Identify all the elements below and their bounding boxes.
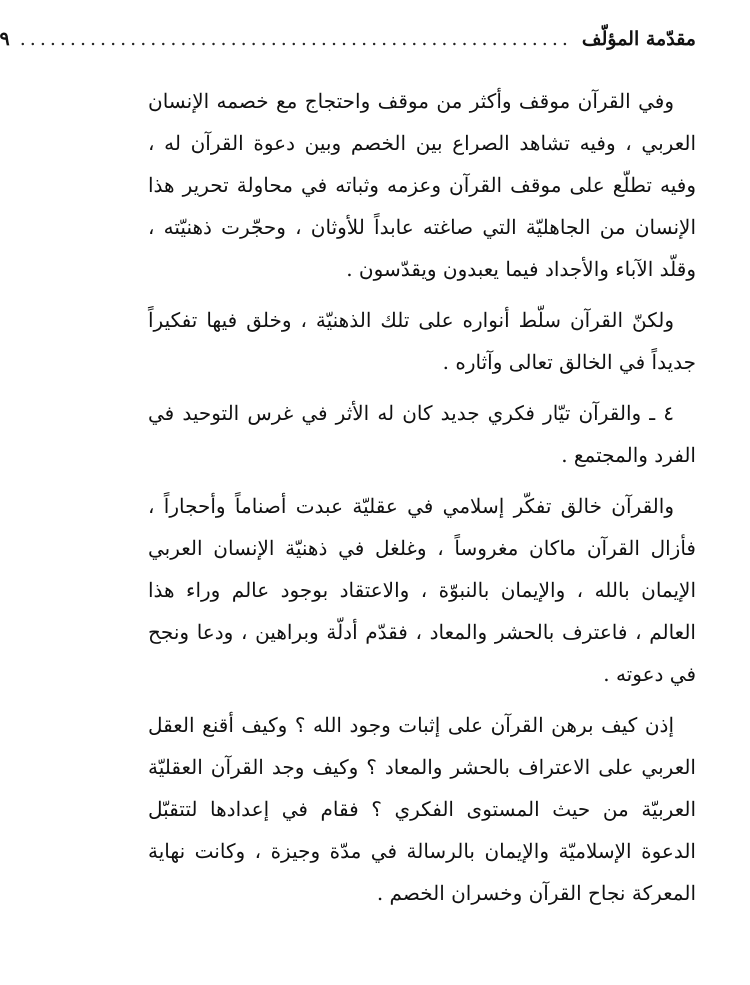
paragraph-2: ولكنّ القرآن سلّط أنواره على تلك الذهنيّة ، وخلق فيها تفكيراً جديداً في الخالق تعالى وآثاره .	[148, 308, 696, 374]
running-header	[0, 28, 696, 70]
header-leader-dots: .......................................................	[19, 28, 572, 50]
paragraph-4: والقرآن خالق تفكّر إسلامي في عقليّة عبدت أصناماً وأحجاراً ، فأزال القرآن ماكان مغروساً ، وغلغل في ذهنيّة الإنسان العربي الإيمان بالله ، والإيمان بالنبوّة ، والاعتقاد بوجود عالم وراء هذا العالم ، فاعترف بالحشر والمعاد ، فقدّم أدلّة وبراهين ، ودعا ونجح في دعوته .	[148, 494, 696, 686]
paragraph-3: ٤ ـ والقرآن تيّار فكري جديد كان له الأثر في غرس التوحيد في الفرد والمجتمع .	[148, 401, 696, 467]
paragraph-5: إذن كيف برهن القرآن على إثبات وجود الله ؟ وكيف أقنع العقل العربي على الاعتراف بالحشر والمعاد ؟ وكيف وجد القرآن العقليّة العربيّة من حيث المستوى الفكري ؟ فقام في إعدادها لتتقبّل الدعوة الإسلاميّة والإيمان بالرسالة في مدّة وجيزة ، وكانت نهاية المعركة نجاح القرآن وخسران الخصم .	[148, 713, 696, 905]
header-title: مقدّمة المؤلّف	[581, 28, 696, 50]
page-number: ٩	[0, 28, 10, 50]
body-text	[148, 80, 696, 914]
paragraph-1: وفي القرآن موقف وأكثر من موقف واحتجاج مع خصمه الإنسان العربي ، وفيه تشاهد الصراع بين الخصم وبين دعوة القرآن له ، وفيه تطلّع على موقف القرآن وعزمه وثباته في محاولة تحرير هذا الإنسان من الجاهليّة التي صاغته عابداً للأوثان ، وحجّرت ذهنيّته ، وقلّد الآباء والأجداد فيما يعبدون ويقدّسون .	[148, 89, 696, 281]
